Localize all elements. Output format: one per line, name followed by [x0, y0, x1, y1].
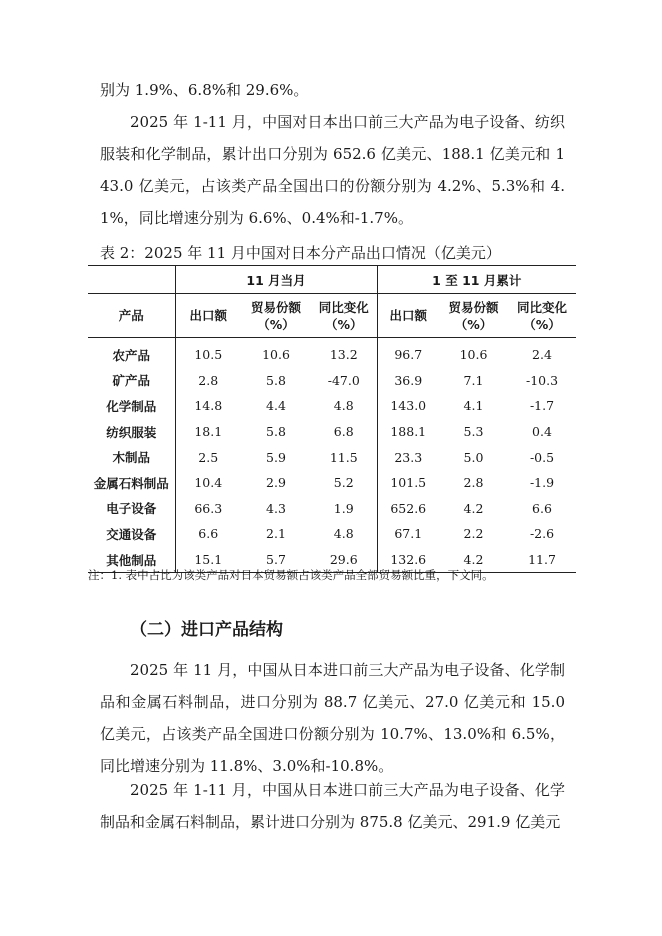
table-column-header-row: [88, 294, 576, 338]
table-note: 注：1. 表中占比为该类产品对日本贸易额占该类产品全部贸易额比重，下文同。: [88, 568, 494, 582]
group-header-ytd: 1 至 11 月累计: [377, 266, 576, 294]
cell-ytd-share: 5.3: [463, 424, 484, 440]
cell-ytd-share: 10.6: [459, 347, 488, 363]
cell-ytd-yoy: 6.6: [532, 500, 552, 516]
cell-month-share: 5.9: [266, 449, 286, 465]
cell-ytd-export: 188.1: [390, 424, 427, 440]
cell-month-share: 5.7: [241, 547, 311, 573]
cell-month-yoy: 11.5: [311, 444, 377, 470]
cell-ytd-export: 23.3: [394, 449, 423, 465]
row-product: 交通设备: [88, 521, 175, 547]
cell-month-export: 18.1: [194, 424, 223, 440]
cell-ytd-export: 101.5: [390, 475, 427, 491]
cell-month-share: 4.3: [266, 500, 286, 516]
cell-month-yoy: 1.9: [311, 496, 377, 522]
cell-month-yoy: 29.6: [311, 547, 377, 573]
table-header-blank: [88, 266, 175, 294]
column-header-ytd-share: 贸易份额（%）: [439, 294, 508, 338]
group-header-month: 11 月当月: [175, 266, 377, 294]
cell-month-share: 5.8: [266, 372, 286, 388]
row-product: 农产品: [88, 338, 175, 368]
column-header-product: 产品: [88, 294, 175, 338]
table-row: [88, 393, 576, 419]
cell-month-yoy: 5.2: [311, 470, 377, 496]
cell-ytd-share: 7.1: [463, 372, 484, 388]
cell-month-export: 15.1: [175, 547, 241, 573]
table-row: [88, 444, 576, 470]
cell-ytd-share: 2.2: [463, 526, 484, 542]
cell-ytd-yoy: -1.7: [529, 398, 555, 414]
cell-month-share: 2.1: [266, 526, 286, 542]
column-header-month-share: 贸易份额（%）: [241, 294, 311, 338]
cell-month-export: 10.5: [194, 347, 223, 363]
paragraph-continuation: 别为 1.9%、6.8%和 29.6%。: [100, 81, 309, 99]
table-row: [88, 496, 576, 522]
section-heading: （二）进口产品结构: [130, 620, 283, 640]
cell-ytd-yoy: -2.6: [529, 526, 555, 542]
cell-ytd-yoy: 11.7: [508, 547, 576, 573]
paragraph-import-month: 2025 年 11 月，中国从日本进口前三大产品为电子设备、化学制品和金属石料制品，进口分别为 88.7 亿美元、27.0 亿美元和 15.0 亿美元，占该类产品全国进口份额分别为 10.7%、13.0%和 6.5%，同比增速分别为 11.8%、3.0%和-10.8%。: [100, 661, 565, 775]
cell-ytd-yoy: 0.4: [532, 424, 552, 440]
cell-ytd-share: 5.0: [463, 449, 484, 465]
table-group-header-row: [88, 266, 576, 294]
cell-ytd-export: 132.6: [377, 547, 439, 573]
table-caption: 表 2：2025 年 11 月中国对日本分产品出口情况（亿美元）: [100, 244, 501, 262]
paragraph-export-ytd: 2025 年 1-11 月，中国对日本出口前三大产品为电子设备、纺织服装和化学制品，累计出口分别为 652.6 亿美元、188.1 亿美元和 143.0 亿美元，占该类产品全国出口的份额分别为 4.2%、5.3%和 4.1%，同比增速分别为 6.6%、0.4%和-1.7%。: [100, 113, 565, 227]
table-row: [88, 521, 576, 547]
cell-ytd-yoy: -0.5: [529, 449, 555, 465]
table-row: [88, 419, 576, 445]
cell-ytd-share: 4.2: [463, 500, 484, 516]
column-header-ytd-export: 出口额: [377, 294, 439, 338]
cell-month-export: 2.5: [198, 449, 219, 465]
cell-month-yoy: 13.2: [311, 338, 377, 368]
cell-ytd-export: 96.7: [394, 347, 423, 363]
cell-ytd-share: 4.2: [439, 547, 508, 573]
cell-month-yoy: 6.8: [311, 419, 377, 445]
column-header-month-export: 出口额: [175, 294, 241, 338]
cell-month-yoy: 4.8: [311, 521, 377, 547]
row-product: 其他制品: [88, 547, 175, 573]
table-row: [88, 338, 576, 368]
row-product: 化学制品: [88, 393, 175, 419]
row-product: 木制品: [88, 444, 175, 470]
cell-month-export: 2.8: [198, 372, 219, 388]
cell-ytd-share: 2.8: [463, 475, 484, 491]
cell-ytd-export: 67.1: [394, 526, 423, 542]
export-by-product-table: [88, 265, 576, 573]
cell-ytd-yoy: 2.4: [532, 347, 552, 363]
cell-ytd-export: 652.6: [390, 500, 427, 516]
cell-month-share: 5.8: [266, 424, 286, 440]
table-row: [88, 368, 576, 394]
row-product: 电子设备: [88, 496, 175, 522]
cell-month-yoy: 4.8: [311, 393, 377, 419]
column-header-ytd-yoy: 同比变化（%）: [508, 294, 576, 338]
cell-ytd-yoy: -10.3: [525, 372, 559, 388]
table-row: [88, 470, 576, 496]
cell-ytd-share: 4.1: [463, 398, 484, 414]
cell-month-export: 10.4: [194, 475, 223, 491]
cell-month-share: 10.6: [262, 347, 290, 363]
paragraph-import-ytd: 2025 年 1-11 月，中国从日本进口前三大产品为电子设备、化学制品和金属石料制品，累计进口分别为 875.8 亿美元、291.9 亿美元: [100, 781, 565, 831]
cell-month-export: 6.6: [198, 526, 219, 542]
cell-month-yoy: -47.0: [311, 368, 377, 394]
cell-ytd-export: 36.9: [394, 372, 423, 388]
row-product: 金属石料制品: [88, 470, 175, 496]
row-product: 纺织服装: [88, 419, 175, 445]
cell-ytd-export: 143.0: [390, 398, 427, 414]
cell-month-share: 2.9: [266, 475, 286, 491]
cell-month-share: 4.4: [266, 398, 286, 414]
cell-month-export: 66.3: [194, 500, 223, 516]
cell-month-export: 14.8: [194, 398, 223, 414]
cell-ytd-yoy: -1.9: [529, 475, 555, 491]
column-header-month-yoy: 同比变化（%）: [311, 294, 377, 338]
row-product: 矿产品: [88, 368, 175, 394]
